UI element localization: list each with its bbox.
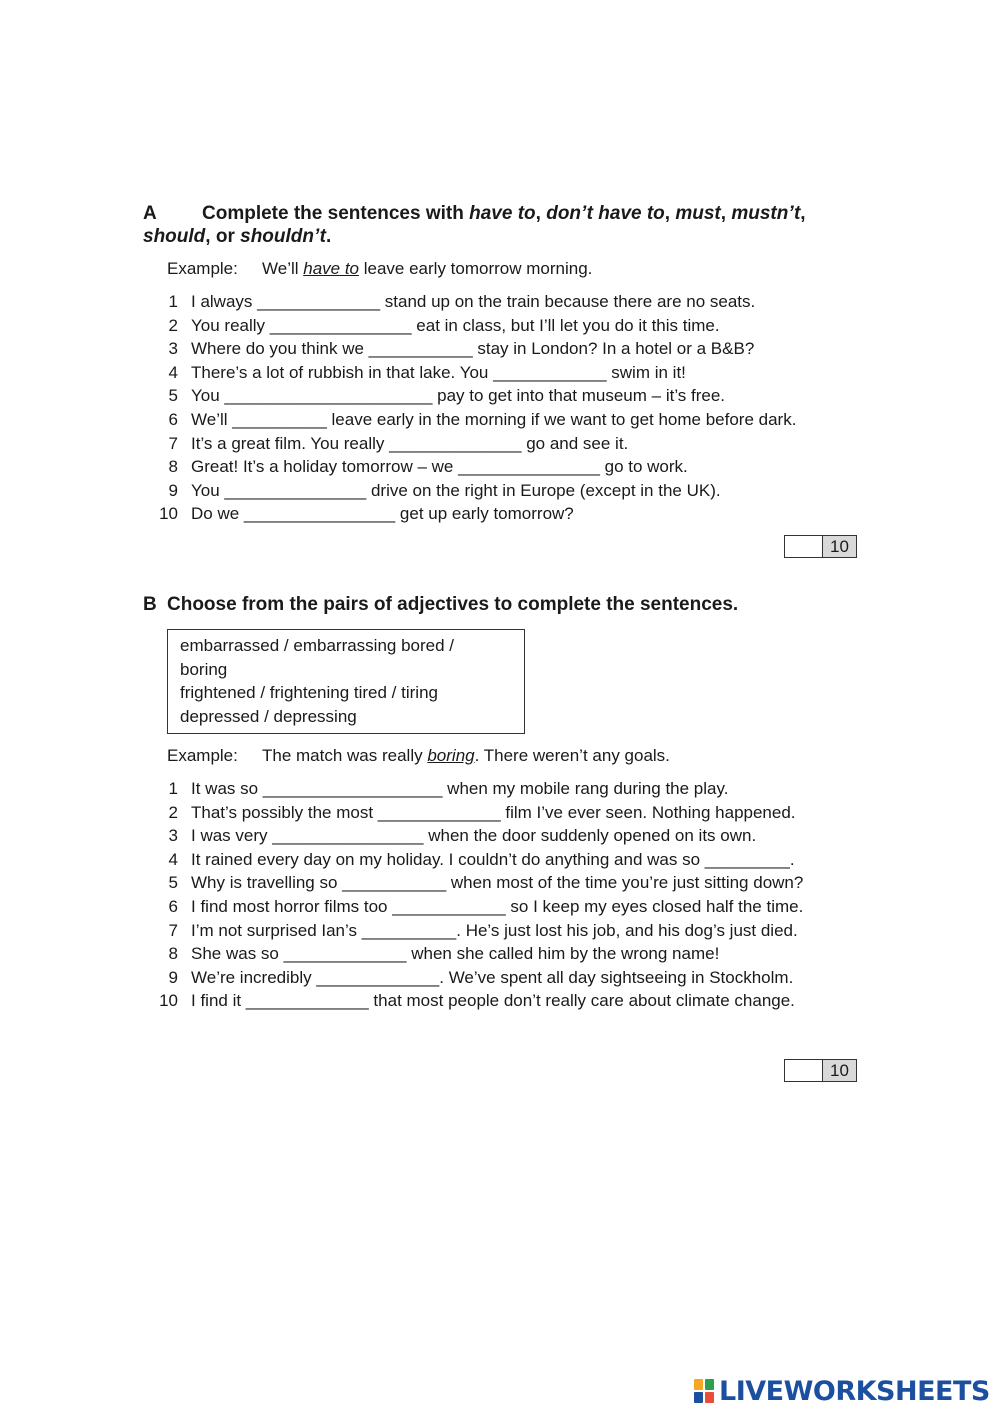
- section-a-title: [143, 202, 806, 248]
- score-input[interactable]: [785, 1060, 823, 1081]
- question-number: 4: [168, 362, 178, 382]
- question-text[interactable]: I’m not surprised Ian’s __________. He’s just lost his job, and his dog’s just died.: [191, 920, 798, 940]
- score-total: 10: [823, 536, 856, 557]
- question-item: [150, 848, 870, 872]
- question-number: 4: [168, 849, 178, 869]
- question-number: 8: [168, 457, 178, 477]
- question-number: 3: [168, 826, 178, 846]
- section-a-letter: A: [143, 203, 157, 224]
- instruction-text: .: [325, 226, 332, 247]
- score-total: 10: [823, 1060, 856, 1081]
- question-item: [150, 966, 870, 990]
- section-a-instruction: [202, 203, 806, 224]
- example-text: leave early tomorrow morning.: [359, 259, 593, 278]
- question-text[interactable]: I find most horror films too ____________ so I keep my eyes closed half the time.: [191, 896, 804, 916]
- section-a-score-box: [784, 535, 857, 558]
- example-label: Example:: [167, 746, 238, 765]
- section-b-letter: B: [143, 594, 157, 615]
- section-a-instruction-line2: [143, 226, 331, 247]
- question-item: [150, 919, 870, 943]
- question-item: [150, 384, 870, 408]
- question-number: 9: [168, 480, 178, 500]
- instruction-text: Complete the sentences with: [202, 203, 470, 224]
- question-item: [150, 337, 870, 361]
- instruction-text: ,: [800, 203, 806, 224]
- section-b-instruction: Choose from the pairs of adjectives to complete the sentences.: [167, 594, 739, 615]
- question-number: 10: [159, 991, 178, 1011]
- instruction-text: ,: [720, 203, 732, 224]
- question-item: [150, 502, 870, 526]
- question-text[interactable]: It rained every day on my holiday. I couldn’t do anything and was so _________.: [191, 849, 795, 869]
- question-number: 5: [168, 873, 178, 893]
- liveworksheets-logo[interactable]: [693, 1375, 990, 1407]
- question-item: [150, 989, 870, 1013]
- question-number: 2: [168, 802, 178, 822]
- question-text[interactable]: Where do you think we ___________ stay in London? In a hotel or a B&B?: [191, 339, 755, 359]
- question-text[interactable]: There’s a lot of rubbish in that lake. You ____________ swim in it!: [191, 362, 686, 382]
- example-answer: have to: [303, 259, 360, 278]
- question-text[interactable]: I find it _____________ that most people don’t really care about climate change.: [191, 991, 795, 1011]
- instruction-keyword: have to: [469, 203, 536, 224]
- question-item: [150, 408, 870, 432]
- instruction-keyword: don’t have to: [546, 203, 665, 224]
- question-text[interactable]: It’s a great film. You really ______________ go and see it.: [191, 433, 629, 453]
- question-item: [150, 290, 870, 314]
- question-item: [150, 871, 870, 895]
- question-text[interactable]: She was so _____________ when she called him by the wrong name!: [191, 944, 720, 964]
- question-number: 2: [168, 315, 178, 335]
- word-box: [167, 629, 525, 734]
- question-text[interactable]: We’ll __________ leave early in the morning if we want to get home before dark.: [191, 409, 797, 429]
- liveworksheets-brand: LIVEWORKSHEETS: [719, 1375, 990, 1407]
- question-number: 7: [168, 433, 178, 453]
- word-box-line: frightened / frightening tired / tiring: [180, 683, 438, 702]
- question-number: 9: [168, 967, 178, 987]
- question-number: 1: [168, 292, 178, 311]
- question-item: [150, 895, 870, 919]
- question-number: 6: [168, 896, 178, 916]
- section-b-title: [143, 593, 738, 616]
- instruction-keyword: must: [675, 203, 721, 224]
- instruction-keyword: shouldn’t: [240, 226, 326, 247]
- word-box-line: depressed / depressing: [180, 706, 357, 726]
- question-item: [150, 432, 870, 456]
- instruction-text: ,: [664, 203, 676, 224]
- score-input[interactable]: [785, 536, 823, 557]
- question-item: [150, 361, 870, 385]
- question-item: [150, 455, 870, 479]
- question-item: [150, 314, 870, 338]
- question-text[interactable]: Why is travelling so ___________ when most of the time you’re just sitting down?: [191, 873, 804, 893]
- section-b-score-box: [784, 1059, 857, 1082]
- question-number: 5: [168, 386, 178, 406]
- question-text[interactable]: You ______________________ pay to get into that museum – it’s free.: [191, 386, 726, 406]
- question-item: [150, 942, 870, 966]
- section-a-questions: [150, 290, 870, 526]
- example-text: . There weren’t any goals.: [474, 746, 670, 765]
- section-b-questions: [150, 777, 870, 1013]
- section-b-example: [167, 745, 670, 767]
- question-text[interactable]: We’re incredibly _____________. We’ve spent all day sightseeing in Stockholm.: [191, 967, 794, 987]
- instruction-keyword: mustn’t: [731, 203, 801, 224]
- question-text[interactable]: That’s possibly the most _____________ film I’ve ever seen. Nothing happened.: [191, 802, 796, 822]
- liveworksheets-icon: [693, 1378, 715, 1404]
- question-item: [150, 777, 870, 801]
- question-number: 10: [159, 504, 178, 524]
- question-number: 7: [168, 920, 178, 940]
- example-text: The match was really: [262, 746, 428, 765]
- instruction-text: , or: [205, 226, 241, 247]
- word-box-line: boring: [180, 659, 228, 679]
- question-text[interactable]: You really _______________ eat in class, but I’ll let you do it this time.: [191, 315, 720, 335]
- question-number: 6: [168, 409, 178, 429]
- question-number: 3: [168, 339, 178, 359]
- question-text[interactable]: Great! It’s a holiday tomorrow – we _______________ go to work.: [191, 457, 688, 477]
- question-item: [150, 824, 870, 848]
- question-text[interactable]: It was so ___________________ when my mobile rang during the play.: [191, 779, 729, 798]
- question-number: 1: [168, 779, 178, 798]
- instruction-text: ,: [535, 203, 547, 224]
- question-text[interactable]: Do we ________________ get up early tomorrow?: [191, 504, 574, 524]
- instruction-keyword: should: [143, 226, 206, 247]
- question-text[interactable]: You _______________ drive on the right in Europe (except in the UK).: [191, 480, 721, 500]
- question-item: [150, 479, 870, 503]
- example-text: We’ll: [262, 259, 304, 278]
- example-answer: boring: [427, 746, 475, 765]
- word-box-line: embarrassed / embarrassing bored /: [180, 636, 455, 655]
- section-a-example: [167, 258, 592, 280]
- question-number: 8: [168, 944, 178, 964]
- question-text[interactable]: I always _____________ stand up on the train because there are no seats.: [191, 292, 756, 311]
- question-text[interactable]: I was very ________________ when the door suddenly opened on its own.: [191, 826, 757, 846]
- question-item: [150, 801, 870, 825]
- example-label: Example:: [167, 259, 238, 278]
